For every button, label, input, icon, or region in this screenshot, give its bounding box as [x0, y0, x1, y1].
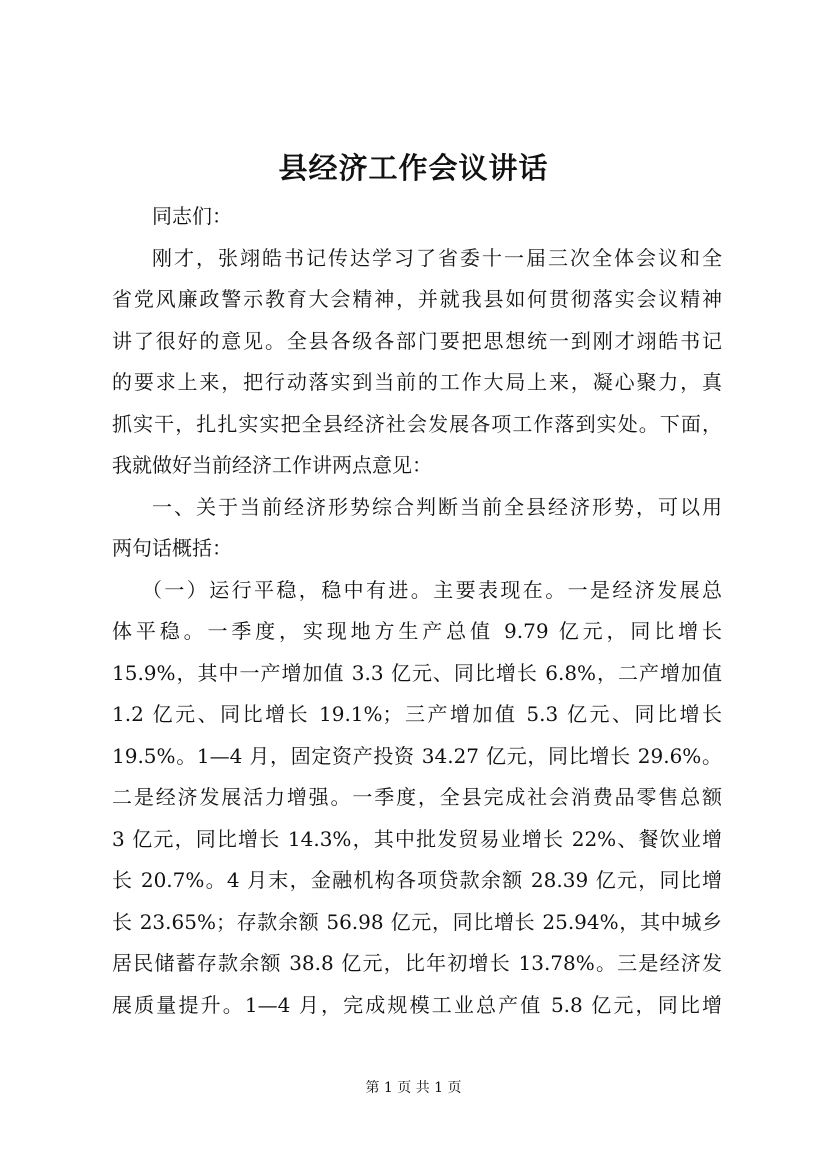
text-line: 15.9%，其中一产增加值 3.3 亿元、同比增长 6.8%，二产增加值	[112, 660, 722, 685]
page-footer: 第 1 页 共 1 页	[365, 1080, 462, 1096]
document-title: 县经济工作会议讲话	[278, 151, 549, 185]
text-line: 二是经济发展活力增强。一季度，全县完成社会消费品零售总额	[112, 785, 722, 809]
text-line: 展质量提升。1—4 月，完成规模工业总产值 5.8 亿元，同比增	[112, 992, 722, 1017]
text-line: 同志们：	[152, 204, 232, 228]
text-line: 讲了很好的意见。全县各级各部门要把思想统一到刚才翊皓书记	[112, 328, 722, 353]
text-line: 抓实干，扎扎实实把全县经济社会发展各项工作落到实处。下面，	[112, 411, 722, 436]
text-line: 体平稳。一季度，实现地方生产总值 9.79 亿元，同比增长	[112, 619, 722, 643]
text-line: 居民储蓄存款余额 38.8 亿元，比年初增长 13.78%。三是经济发	[112, 951, 722, 975]
text-line: 长 20.7%。4 月末，金融机构各项贷款余额 28.39 亿元，同比增	[112, 868, 722, 892]
text-line: （一）运行平稳，稳中有进。主要表现在。一是经济发展总	[142, 577, 722, 602]
text-line: 长 23.65%；存款余额 56.98 亿元，同比增长 25.94%，其中城乡	[112, 909, 722, 934]
text-line: 一、关于当前经济形势综合判断当前全县经济形势，可以用	[152, 494, 722, 519]
text-line: 1.2 亿元、同比增长 19.1%；三产增加值 5.3 亿元、同比增长	[112, 702, 722, 726]
text-line: 3 亿元，同比增长 14.3%，其中批发贸易业增长 22%、餐饮业增	[112, 826, 722, 851]
document-body	[112, 196, 722, 1026]
text-line: 19.5%。1—4 月，固定资产投资 34.27 亿元，同比增长 29.6%。	[112, 743, 722, 768]
text-line: 我就做好当前经济工作讲两点意见：	[112, 453, 432, 477]
text-line: 两句话概括：	[112, 536, 232, 560]
text-line: 省党风廉政警示教育大会精神，并就我县如何贯彻落实会议精神	[112, 287, 722, 311]
text-line: 刚才，张翊皓书记传达学习了省委十一届三次全体会议和全	[152, 245, 722, 270]
text-line: 的要求上来，把行动落实到当前的工作大局上来，凝心聚力，真	[112, 370, 722, 394]
